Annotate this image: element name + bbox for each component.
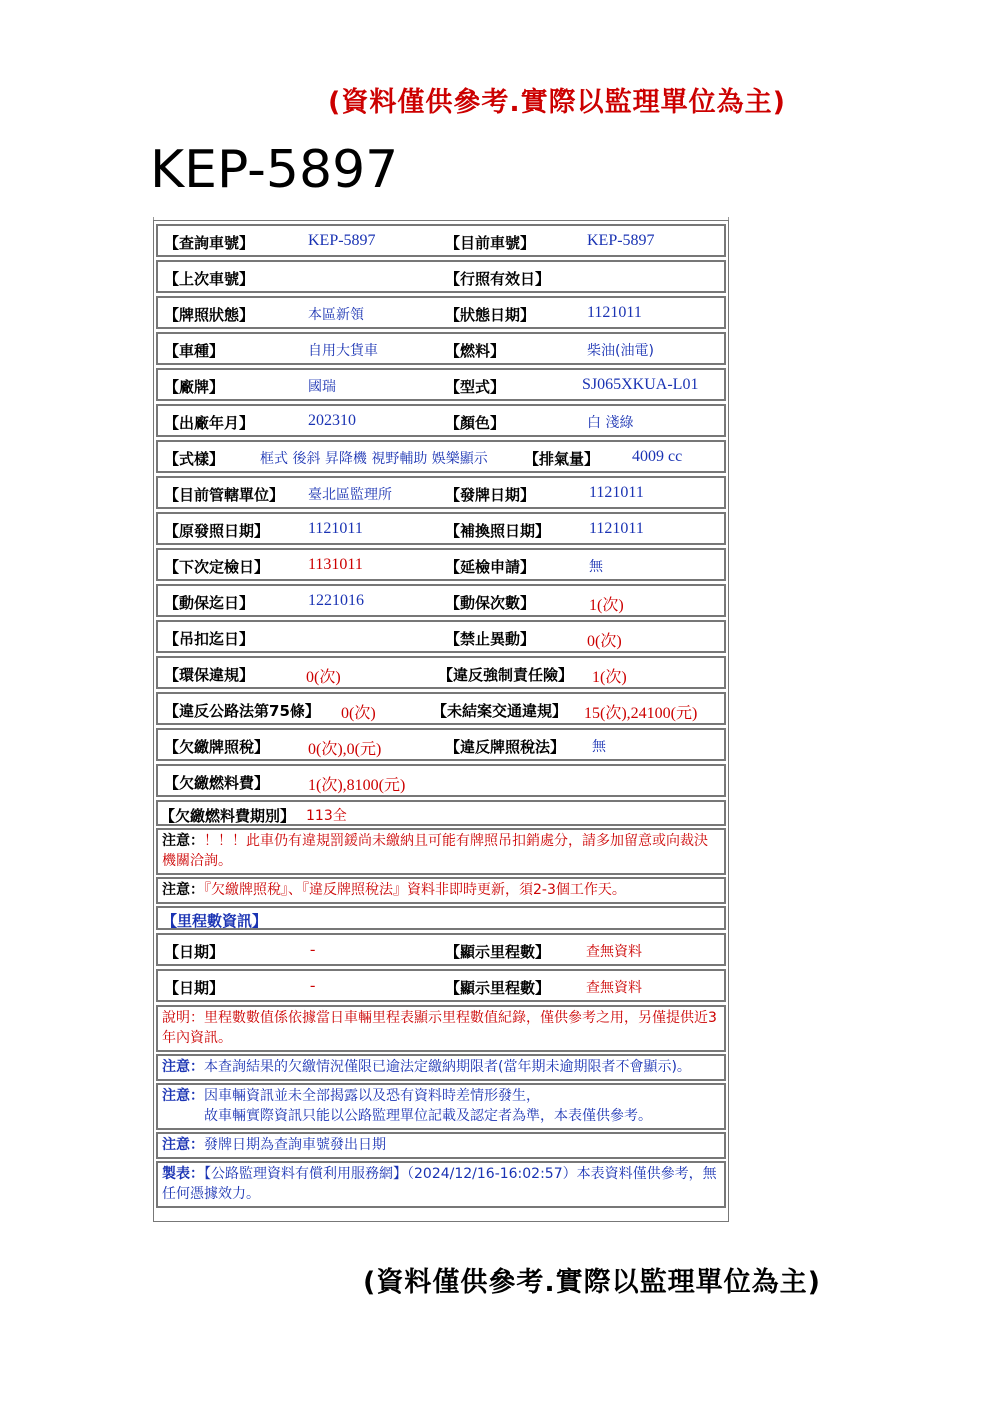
field-label: 【禁止異動】	[445, 630, 536, 648]
field-value: -	[310, 941, 316, 958]
field-value: 0(次)	[306, 669, 341, 686]
table-row	[156, 368, 726, 401]
field-label: 【顏色】	[445, 414, 506, 432]
field-label: 【動保迄日】	[164, 594, 255, 612]
field-value: SJ065XKUA-L01	[582, 376, 699, 393]
plate-number-title: KEP-5897	[150, 140, 399, 200]
table-row	[156, 512, 726, 545]
field-value: -	[310, 977, 316, 994]
top-disclaimer: (資料僅供參考.實際以監理單位為主)	[328, 87, 786, 118]
mileage-explanation	[156, 1005, 726, 1052]
field-label: 【行照有效日】	[445, 270, 551, 288]
field-value: KEP-5897	[308, 232, 376, 249]
table-row	[156, 620, 726, 653]
field-label: 【欠繳燃料費】	[164, 774, 270, 792]
field-label: 【燃料】	[445, 342, 506, 360]
field-label: 【下次定檢日】	[164, 558, 270, 576]
note-text: 【公路監理資料有償利用服務網】（2024/12/16-16:02:57）本表資料僅供參考，無任何憑據效力。	[162, 1166, 717, 1202]
table-row	[156, 296, 726, 329]
field-label: 【出廠年月】	[164, 414, 255, 432]
table-row	[156, 656, 726, 689]
field-value: 1121011	[589, 520, 644, 537]
field-label: 【吊扣迄日】	[164, 630, 255, 648]
note-label: 注意：	[162, 833, 204, 849]
field-label: 【動保次數】	[445, 594, 536, 612]
tax-update-note	[156, 877, 726, 904]
note-text: 因車輛資訊並未全部揭露以及恐有資料時差情形發生，	[204, 1088, 540, 1104]
field-value: 113全	[306, 808, 347, 824]
arrears-note	[156, 1054, 726, 1081]
table-row	[156, 404, 726, 437]
note-text: ！！！此車仍有違規罰鍰尚未繳納且可能有牌照吊扣銷處分，請多加留意或向裁決機關洽詢。	[162, 833, 708, 869]
field-value: 查無資料	[586, 944, 642, 960]
field-value: 202310	[308, 412, 356, 429]
vehicle-report-table	[153, 220, 729, 1222]
field-value: 1(次),8100(元)	[308, 777, 406, 794]
table-row	[156, 764, 726, 797]
mileage-section-header	[156, 906, 726, 930]
field-label: 【違反公路法第75條】	[164, 702, 320, 720]
field-label: 【型式】	[445, 378, 506, 396]
field-value: 1121011	[587, 304, 642, 321]
bottom-disclaimer: (資料僅供參考.實際以監理單位為主)	[363, 1267, 821, 1298]
note-text: 發牌日期為查詢車號發出日期	[204, 1137, 386, 1153]
field-label: 【環保違規】	[164, 666, 255, 684]
field-value: 自用大貨車	[308, 343, 378, 359]
field-label: 【日期】	[164, 943, 225, 961]
field-label: 【狀態日期】	[445, 306, 536, 324]
field-label: 【欠繳燃料費期別】	[160, 807, 296, 825]
field-label: 【車種】	[164, 342, 225, 360]
note-label: 注意：	[162, 1088, 204, 1104]
field-label: 【日期】	[164, 979, 225, 997]
field-value: KEP-5897	[587, 232, 655, 249]
table-row	[156, 728, 726, 761]
field-label: 【延檢申請】	[445, 558, 536, 576]
field-label: 【式樣】	[164, 450, 225, 468]
field-label: 【廠牌】	[164, 378, 225, 396]
table-row	[156, 332, 726, 365]
table-row	[156, 260, 726, 293]
field-value: 4009 cc	[632, 448, 683, 465]
fuel-fee-period-row	[156, 800, 726, 826]
source-note	[156, 1161, 726, 1208]
note-label: 注意：	[162, 1059, 204, 1075]
field-value: 柴油(油電)	[587, 343, 654, 359]
field-value: 1121011	[589, 484, 644, 501]
table-row	[156, 224, 726, 257]
field-label: 【排氣量】	[524, 450, 600, 468]
field-label: 【違反強制責任險】	[438, 666, 574, 684]
field-label: 【欠繳牌照稅】	[164, 738, 270, 756]
field-value: 1(次)	[589, 597, 624, 614]
field-label: 【原發照日期】	[164, 522, 270, 540]
field-label: 【補換照日期】	[445, 522, 551, 540]
field-label: 【顯示里程數】	[445, 979, 551, 997]
field-value: 框式 後斜 昇降機 視野輔助 娛樂顯示	[260, 451, 488, 467]
note-text: 故車輛實際資訊只能以公路監理單位記載及認定者為準，本表僅供參考。	[204, 1108, 652, 1124]
table-row	[156, 692, 726, 725]
section-title: 【里程數資訊】	[162, 912, 268, 930]
note-label: 注意：	[162, 882, 204, 898]
field-value: 0(次)	[341, 705, 376, 722]
field-label: 【牌照狀態】	[164, 306, 255, 324]
field-value: 15(次),24100(元)	[584, 705, 698, 722]
note-label: 注意：	[162, 1137, 204, 1153]
field-value: 0(次)	[587, 633, 622, 650]
issue-date-note	[156, 1132, 726, 1159]
mileage-row	[156, 969, 726, 1002]
field-value: 國瑞	[308, 379, 336, 395]
field-value: 臺北區監理所	[308, 487, 392, 503]
field-value: 查無資料	[586, 980, 642, 996]
mileage-row	[156, 933, 726, 966]
table-row	[156, 548, 726, 581]
field-label: 【上次車號】	[164, 270, 255, 288]
field-label: 【目前管轄單位】	[164, 486, 285, 504]
field-value: 1131011	[308, 556, 363, 573]
field-value: 白 淺綠	[587, 415, 634, 431]
field-value: 無	[589, 559, 603, 575]
field-label: 【發牌日期】	[445, 486, 536, 504]
field-label: 【未結案交通違規】	[432, 702, 568, 720]
field-value: 無	[592, 739, 606, 755]
note-text: 說明：里程數數值係依據當日車輛里程表顯示里程數值紀錄，僅供參考之用，另僅提供近3年內資訊。	[162, 1010, 717, 1046]
disclosure-note	[156, 1083, 726, 1130]
field-value: 1221016	[308, 592, 364, 609]
table-row	[156, 476, 726, 509]
field-value: 1121011	[308, 520, 363, 537]
note-text: 『欠繳牌照稅』、『違反牌照稅法』資料非即時更新，須2-3個工作天。	[204, 882, 626, 898]
table-row	[156, 440, 726, 473]
field-label: 【顯示里程數】	[445, 943, 551, 961]
violation-warning-note	[156, 828, 726, 875]
field-label: 【查詢車號】	[164, 234, 255, 252]
field-label: 【目前車號】	[445, 234, 536, 252]
field-value: 0(次),0(元)	[308, 741, 382, 758]
note-label: 製表：	[162, 1166, 204, 1182]
table-row	[156, 584, 726, 617]
field-value: 1(次)	[592, 669, 627, 686]
field-value: 本區新領	[308, 307, 364, 323]
note-text: 本查詢結果的欠繳情況僅限已逾法定繳納期限者(當年期未逾期限者不會顯示)。	[204, 1059, 691, 1075]
field-label: 【違反牌照稅法】	[445, 738, 566, 756]
